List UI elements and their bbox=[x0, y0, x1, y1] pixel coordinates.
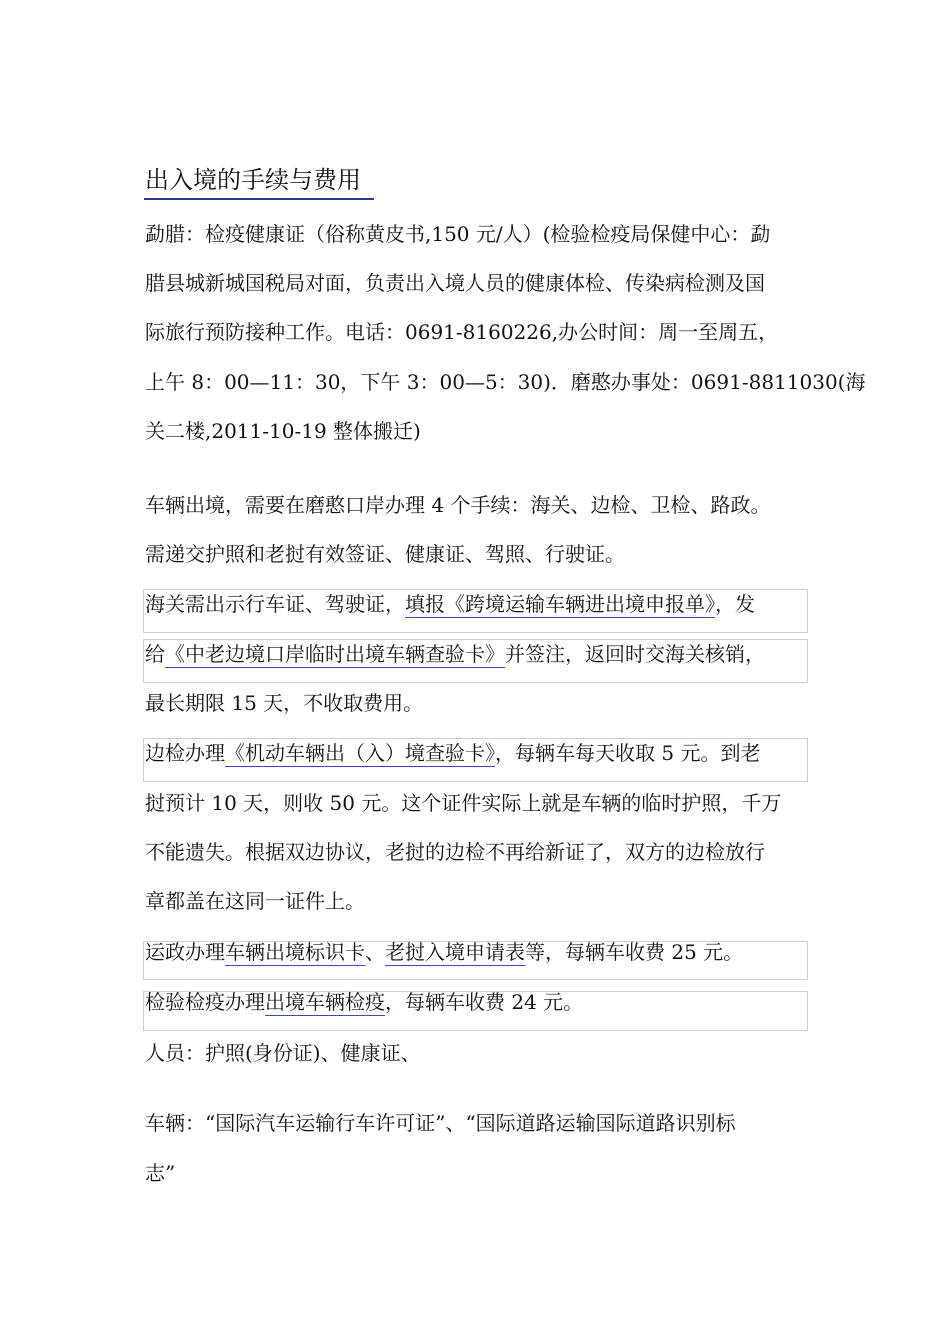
title-underline bbox=[144, 198, 374, 200]
vehicle-line: 志” bbox=[145, 1161, 176, 1185]
customs-text: ，发 bbox=[715, 592, 755, 616]
customs-text: 并签注，返回时交海关核销， bbox=[505, 642, 765, 666]
border-line-2: 挝预计 10 天，则收 50 元。这个证件实际上就是车辆的临时护照，千万 bbox=[145, 791, 782, 815]
transport-text: 、 bbox=[365, 940, 385, 964]
people-line: 人员：护照(身份证)、健康证、 bbox=[145, 1041, 421, 1065]
exit-sign-card-link[interactable]: 车辆出境标识卡 bbox=[225, 940, 365, 964]
customs-text: 给 bbox=[145, 642, 165, 666]
inspection-card-link[interactable]: 《中老边境口岸临时出境车辆查验卡》 bbox=[165, 642, 505, 666]
para2-line: 车辆出境，需要在磨憨口岸办理 4 个手续：海关、边检、卫检、路政。 bbox=[145, 493, 771, 517]
customs-line-2 bbox=[145, 639, 765, 669]
para2-line: 需递交护照和老挝有效签证、健康证、驾照、行驶证。 bbox=[145, 542, 625, 566]
para1-line: 勐腊：检疫健康证（俗称黄皮书,150 元/人）(检验检疫局保健中心：勐 bbox=[145, 222, 771, 246]
customs-declaration-link[interactable]: 填报《跨境运输车辆进出境申报单》 bbox=[405, 592, 715, 616]
para1-line: 关二楼,2011-10-19 整体搬迁) bbox=[145, 419, 421, 443]
vehicle-inspection-card-link[interactable]: 《机动车辆出（入）境查验卡》 bbox=[225, 741, 495, 765]
page-title: 出入境的手续与费用 bbox=[145, 166, 361, 194]
laos-entry-form-link[interactable]: 老挝入境申请表 bbox=[385, 940, 525, 964]
border-line-4: 章都盖在这同一证件上。 bbox=[145, 889, 365, 913]
customs-line-1 bbox=[145, 589, 755, 619]
quarantine-text: 检验检疫办理 bbox=[145, 990, 265, 1014]
transport-line bbox=[145, 937, 743, 967]
quarantine-line bbox=[145, 987, 583, 1017]
border-line-3: 不能遗失。根据双边协议，老挝的边检不再给新证了，双方的边检放行 bbox=[145, 840, 765, 864]
para1-line: 际旅行预防接种工作。电话：0691-8160226,办公时间：周一至周五， bbox=[145, 320, 779, 344]
para1-line: 腊县城新城国税局对面，负责出入境人员的健康体检、传染病检测及国 bbox=[145, 271, 765, 295]
vehicle-line: 车辆：“国际汽车运输行车许可证”、“国际道路运输国际道路识别标 bbox=[145, 1111, 736, 1135]
customs-line-3: 最长期限 15 天，不收取费用。 bbox=[145, 691, 424, 715]
transport-text: 运政办理 bbox=[145, 940, 225, 964]
border-line-1 bbox=[145, 738, 760, 768]
border-text: 边检办理 bbox=[145, 741, 225, 765]
vehicle-quarantine-link[interactable]: 出境车辆检疫 bbox=[265, 990, 385, 1014]
transport-text: 等，每辆车收费 25 元。 bbox=[525, 940, 744, 964]
quarantine-text: ，每辆车收费 24 元。 bbox=[385, 990, 584, 1014]
border-text: ，每辆车每天收取 5 元。到老 bbox=[495, 741, 761, 765]
para1-line: 上午 8：00—11：30，下午 3：00—5：30)．磨憨办事处：0691-8811030(海 bbox=[145, 370, 866, 394]
customs-text: 海关需出示行车证、驾驶证， bbox=[145, 592, 405, 616]
